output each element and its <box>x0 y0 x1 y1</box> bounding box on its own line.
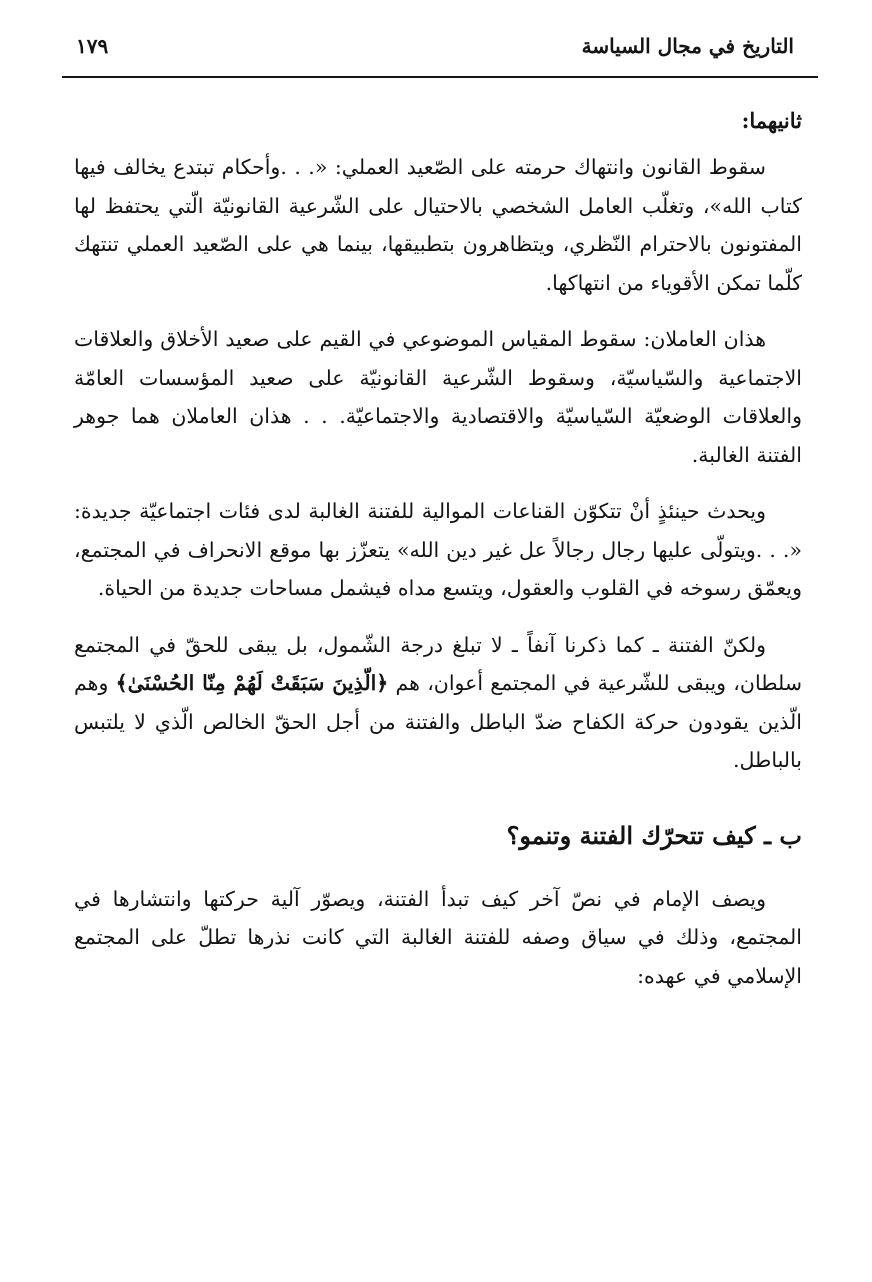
page-header <box>62 32 818 72</box>
section-label: ثانيهما: <box>741 108 802 133</box>
page-body <box>74 104 802 1013</box>
paragraph-4 <box>74 626 802 780</box>
header-rule <box>62 76 818 78</box>
page-number: ١٧٩ <box>76 34 109 58</box>
paragraph-5: ويصف الإمام في نصّ آخر كيف تبدأ الفتنة، ويصوّر آلية حركتها وانتشارها في المجتمع، وذلك في سياق وصفه للفتنة الغالبة التي كانت نذرها تطلّ على المجتمع الإسلامي في عهده: <box>74 886 802 988</box>
paragraph-4-text-start: ولكنّ الفتنة ـ كما ذكرنا آنفاً ـ لا تبلغ درجة الشّمول، بل يبقى للحقّ في المجتمع سلطان، ويبقى للشّرعية في المجتمع أعوان، هم <box>74 632 802 695</box>
running-title: التاريخ في مجال السياسة <box>581 34 794 58</box>
quran-verse: ﴿الّذِينَ سَبَقَتْ لَهُمْ مِنّا الحُسْنَىٰ﴾ <box>115 671 389 695</box>
paragraph-1: سقوط القانون وانتهاك حرمته على الصّعيد العملي: «. . .وأحكام تبتدع يخالف فيها كتاب الله»، وتغلّب العامل الشخصي بالاحتيال على الشّرعية القانونيّة الّتي يحتفظ لها المفتونون بالاحترام النّظري، ويتظاهرون بتطبيقها، بينما هي على الصّعيد العملي تنتهك كلّما تمكن الأقوياء من انتهاكها. <box>74 155 802 295</box>
paragraph-2: هذان العاملان: سقوط المقياس الموضوعي في القيم على صعيد الأخلاق والعلاقات الاجتماعية والسّياسيّة، وسقوط الشّرعية القانونيّة على صعيد المؤسسات العامّة والعلاقات الوضعيّة السّياسيّة والاقتصادية والاجتماعيّة. . . هذان العاملان هما جوهر الفتنة الغالبة. <box>74 327 802 467</box>
paragraph-3: ويحدث حينئذٍ أنْ تتكوّن القناعات الموالية للفتنة الغالبة لدى فئات اجتماعيّة جديدة: «. . .ويتولّى عليها رجال رجالاً عل غير دين الله» يتعزّز بها موقع الانحراف في المجتمع، ويعمّق رسوخه في القلوب والعقول، ويتسع مداه فيشمل مساحات جديدة من الحياة. <box>74 499 802 600</box>
paragraph-4-text-end: وهم الّذين يقودون حركة الكفاح ضدّ الباطل والفتنة من أجل الحقّ الخالص الّذي لا يلتبس بالباطل. <box>74 671 802 772</box>
subheading: ب ـ كيف تتحرّك الفتنة وتنمو؟ <box>506 820 802 850</box>
